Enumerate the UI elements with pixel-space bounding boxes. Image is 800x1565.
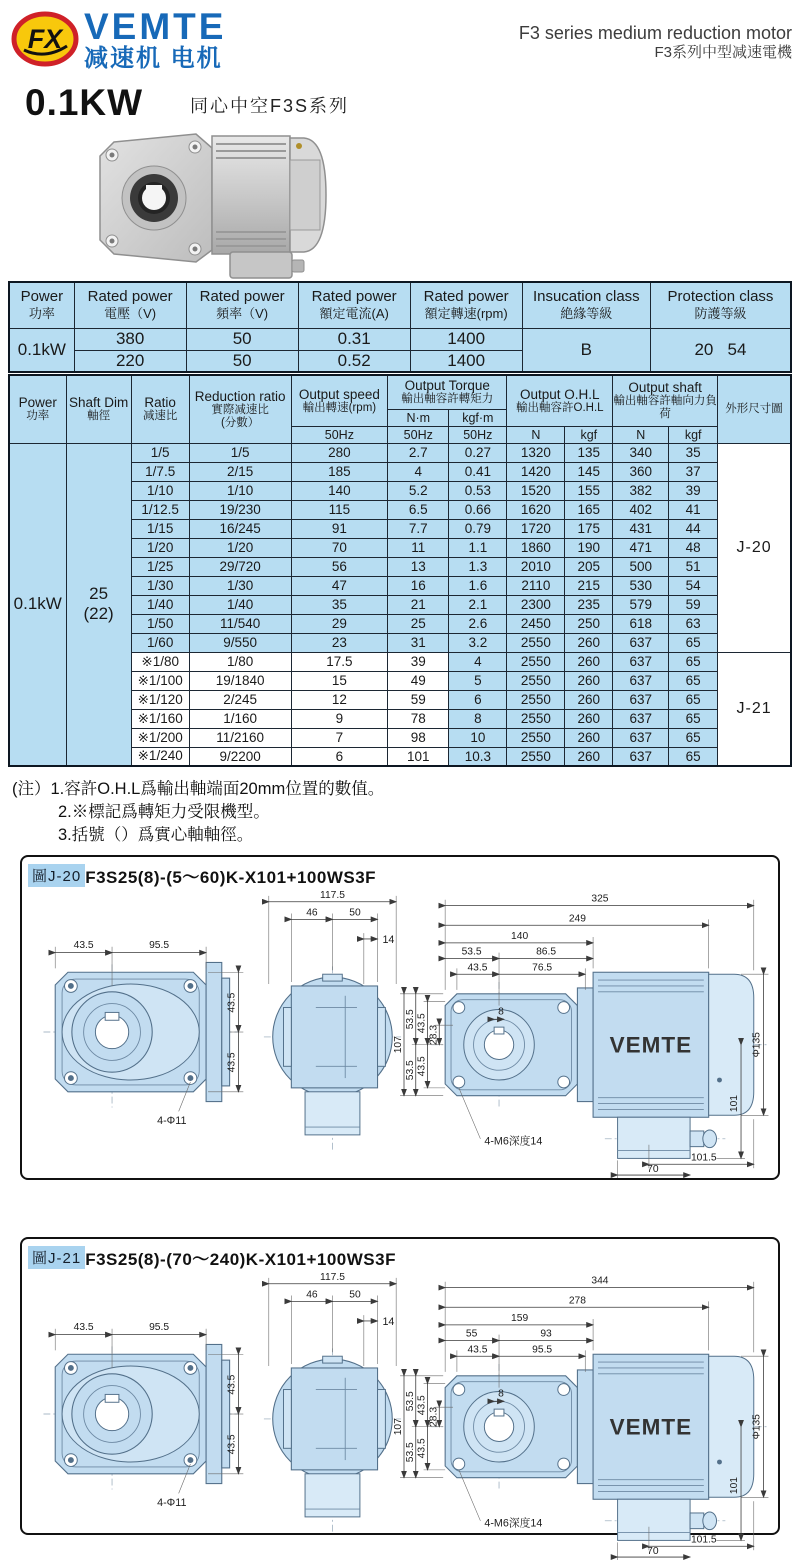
spec-cell: 1/20 xyxy=(189,538,291,557)
spec-power-cell: 0.1kW xyxy=(9,443,66,766)
spec-cell: 1860 xyxy=(507,538,565,557)
svg-text:117.5: 117.5 xyxy=(320,889,345,901)
spec-cell: 78 xyxy=(388,709,449,728)
side-view xyxy=(264,1272,401,1533)
spec-cell: 21 xyxy=(388,595,449,614)
spec-cell: 431 xyxy=(613,519,669,538)
note-line: (注）1.容許O.H.L爲輸出軸端面20mm位置的數值。 xyxy=(12,780,385,798)
col-power: Power 功率 xyxy=(9,282,74,328)
front-view xyxy=(43,940,243,1127)
svg-text:14: 14 xyxy=(382,933,395,946)
spec-cell: 2550 xyxy=(507,747,565,766)
spec-cell: 7 xyxy=(291,728,388,747)
spec-cell: 16 xyxy=(388,576,449,595)
ohl-n-header: N xyxy=(507,426,565,443)
svg-text:95.5: 95.5 xyxy=(149,939,170,951)
spec-cell: 235 xyxy=(565,595,613,614)
svg-text:76.5: 76.5 xyxy=(532,962,553,974)
svg-text:43.5: 43.5 xyxy=(467,962,488,974)
svg-text:43.5: 43.5 xyxy=(416,1395,428,1416)
spec-cell: 1320 xyxy=(507,443,565,462)
spec-cell: 135 xyxy=(565,443,613,462)
voltage-value: 380 xyxy=(74,328,186,350)
spec-cell: 19/1840 xyxy=(189,671,291,690)
spec-cell: 260 xyxy=(565,747,613,766)
ratio-cell: ※1/160 xyxy=(131,709,189,728)
spec-cell: 59 xyxy=(388,690,449,709)
svg-text:4-M6深度14: 4-M6深度14 xyxy=(484,1135,543,1148)
spec-cell: 9/2200 xyxy=(189,747,291,766)
svg-text:325: 325 xyxy=(591,893,609,905)
spec-cell: 4 xyxy=(449,652,507,671)
svg-text:8: 8 xyxy=(498,1388,504,1400)
insulation-class: B xyxy=(522,328,650,372)
ratio-cell: 1/25 xyxy=(131,557,189,576)
spec-cell: 39 xyxy=(388,652,449,671)
ratio-cell: ※1/200 xyxy=(131,728,189,747)
spec-cell: 2300 xyxy=(507,595,565,614)
spec-cell: 637 xyxy=(613,652,669,671)
spec-cell: 101 xyxy=(388,747,449,766)
spec-cell: 6 xyxy=(291,747,388,766)
ratio-cell: 1/40 xyxy=(131,595,189,614)
spec-cell: 65 xyxy=(669,728,718,747)
svg-text:53.5: 53.5 xyxy=(404,1391,416,1412)
spec-cell: 175 xyxy=(565,519,613,538)
svg-text:43.5: 43.5 xyxy=(226,1434,238,1455)
spec-cell: 5 xyxy=(449,671,507,690)
spec-cell: 1/5 xyxy=(189,443,291,462)
col-ratio: Ratio 减速比 xyxy=(131,375,189,443)
spec-cell: 9/550 xyxy=(189,633,291,652)
spec-cell: 29 xyxy=(291,614,388,633)
spec-cell: 56 xyxy=(291,557,388,576)
col-current: Rated power 額定電流(A) xyxy=(298,282,410,328)
svg-text:344: 344 xyxy=(591,1275,609,1287)
svg-text:53.5: 53.5 xyxy=(404,1009,416,1030)
spec-cell: 579 xyxy=(613,595,669,614)
spec-cell: 1.1 xyxy=(449,538,507,557)
spec-cell: 0.41 xyxy=(449,462,507,481)
ratio-cell: ※1/100 xyxy=(131,671,189,690)
spec-cell: 51 xyxy=(669,557,718,576)
spec-cell: 637 xyxy=(613,747,669,766)
svg-text:4-Φ11: 4-Φ11 xyxy=(157,1115,187,1128)
torque-nm-header: N·m xyxy=(388,409,449,426)
svg-text:278: 278 xyxy=(568,1295,586,1307)
motor-brand-label: VEMTE xyxy=(609,1032,693,1058)
spec-cell: 47 xyxy=(291,576,388,595)
spec-cell: 8 xyxy=(449,709,507,728)
figure-title xyxy=(28,1244,775,1270)
spec-cell: 1/40 xyxy=(189,595,291,614)
spec-cell: 402 xyxy=(613,500,669,519)
note-line: 3.括號（）爲實心軸軸徑。 xyxy=(58,826,254,844)
motor-brand-label: VEMTE xyxy=(609,1414,693,1440)
frequency-value: 50 xyxy=(186,328,298,350)
spec-cell: 4 xyxy=(388,462,449,481)
spec-header-row xyxy=(9,375,791,409)
spec-cell: 9 xyxy=(291,709,388,728)
axial-kgf-header: kgf xyxy=(669,426,718,443)
col-protection: Protection class 防護等級 xyxy=(650,282,791,328)
spec-cell: 10.3 xyxy=(449,747,507,766)
svg-text:43.5: 43.5 xyxy=(226,1052,238,1073)
power-table-header-row xyxy=(9,282,791,328)
brand-logo-icon xyxy=(10,10,80,68)
spec-cell: 29/720 xyxy=(189,557,291,576)
spec-cell: 31 xyxy=(388,633,449,652)
svg-text:43.5: 43.5 xyxy=(73,939,94,951)
svg-text:Φ135: Φ135 xyxy=(751,1414,763,1440)
svg-text:43.5: 43.5 xyxy=(416,1013,428,1034)
spec-cell: 250 xyxy=(565,614,613,633)
brand-subtitle: 减速机 电机 xyxy=(84,45,223,72)
col-insulation: Insucation class 絶緣等級 xyxy=(522,282,650,328)
power-value: 0.1kW xyxy=(9,328,74,372)
col-speed: Rated power 額定轉速(rpm) xyxy=(410,282,522,328)
svg-text:107: 107 xyxy=(393,1418,405,1436)
spec-cell: 16/245 xyxy=(189,519,291,538)
spec-cell: 637 xyxy=(613,690,669,709)
svg-text:50: 50 xyxy=(349,1289,361,1301)
spec-cell: 618 xyxy=(613,614,669,633)
spec-cell: 260 xyxy=(565,671,613,690)
spec-cell: 65 xyxy=(669,747,718,766)
spec-cell: 530 xyxy=(613,576,669,595)
spec-cell: 382 xyxy=(613,481,669,500)
spec-cell: 0.79 xyxy=(449,519,507,538)
svg-text:101: 101 xyxy=(729,1476,741,1495)
svg-text:53.5: 53.5 xyxy=(404,1442,416,1463)
svg-text:53.5: 53.5 xyxy=(404,1060,416,1081)
spec-cell: 2550 xyxy=(507,690,565,709)
col-voltage: Rated power 電壓（V) xyxy=(74,282,186,328)
spec-cell: 13 xyxy=(388,557,449,576)
figure-title xyxy=(28,862,775,888)
note-line: 2.※標記爲轉矩力受限機型。 xyxy=(58,803,270,821)
product-series-label: 同心中空F3S系列 xyxy=(190,96,350,116)
spec-cell: 15 xyxy=(291,671,388,690)
spec-cell: 11 xyxy=(388,538,449,557)
assembly-view xyxy=(393,1276,768,1560)
ratio-cell: 1/20 xyxy=(131,538,189,557)
col-frequency: Rated power 頻率（V) xyxy=(186,282,298,328)
footnotes xyxy=(12,778,384,847)
spec-cell: 25 xyxy=(388,614,449,633)
spec-cell: 41 xyxy=(669,500,718,519)
spec-cell: 11/540 xyxy=(189,614,291,633)
ratio-cell: ※1/240 xyxy=(131,747,189,766)
spec-cell: 65 xyxy=(669,652,718,671)
spec-cell: 2.6 xyxy=(449,614,507,633)
spec-cell: 260 xyxy=(565,633,613,652)
spec-cell: 2450 xyxy=(507,614,565,633)
svg-text:140: 140 xyxy=(511,930,529,942)
figure-tag: 圖J-20 xyxy=(28,864,85,887)
svg-text:101: 101 xyxy=(729,1094,741,1113)
spec-cell: 215 xyxy=(565,576,613,595)
protection-class: 20 54 xyxy=(650,328,791,372)
spec-cell: 5.2 xyxy=(388,481,449,500)
spec-cell: 205 xyxy=(565,557,613,576)
spec-cell: 48 xyxy=(669,538,718,557)
spec-cell: 35 xyxy=(291,595,388,614)
spec-cell: 260 xyxy=(565,709,613,728)
spec-cell: 471 xyxy=(613,538,669,557)
power-table xyxy=(8,281,792,373)
spec-cell: 70 xyxy=(291,538,388,557)
spec-cell: 190 xyxy=(565,538,613,557)
assembly-view xyxy=(393,894,768,1178)
svg-text:43.5: 43.5 xyxy=(226,1374,238,1395)
series-title xyxy=(519,22,792,62)
spec-cell: 260 xyxy=(565,652,613,671)
current-value: 0.52 xyxy=(298,350,410,372)
spec-cell: 1/160 xyxy=(189,709,291,728)
svg-text:4-M6深度14: 4-M6深度14 xyxy=(484,1517,543,1530)
figure-model-code: F3S25(8)-(70～240)K-X101+100WS3F xyxy=(85,1249,396,1269)
spec-cell: 260 xyxy=(565,690,613,709)
spec-cell: 140 xyxy=(291,481,388,500)
voltage-value: 220 xyxy=(74,350,186,372)
spec-cell: 49 xyxy=(388,671,449,690)
front-view xyxy=(43,1322,243,1509)
spec-cell: 0.27 xyxy=(449,443,507,462)
spec-cell: 360 xyxy=(613,462,669,481)
spec-cell: 1/30 xyxy=(189,576,291,595)
spec-cell: 2550 xyxy=(507,709,565,728)
spec-cell: 155 xyxy=(565,481,613,500)
spec-cell: 1720 xyxy=(507,519,565,538)
figure-ref-cell: J-21 xyxy=(718,652,791,766)
spec-cell: 2/15 xyxy=(189,462,291,481)
col-power: Power 功率 xyxy=(9,375,66,443)
spec-cell: 1.3 xyxy=(449,557,507,576)
spec-cell: 23 xyxy=(291,633,388,652)
spec-cell: 3.2 xyxy=(449,633,507,652)
spec-cell: 65 xyxy=(669,633,718,652)
spec-cell: 637 xyxy=(613,709,669,728)
col-output-ohl: Output O.H.L 輸出軸容許O.H.L xyxy=(507,375,613,426)
svg-text:95.5: 95.5 xyxy=(532,1344,553,1356)
spec-cell: 2/245 xyxy=(189,690,291,709)
spec-cell: 7.7 xyxy=(388,519,449,538)
spec-cell: 2550 xyxy=(507,728,565,747)
spec-cell: 260 xyxy=(565,728,613,747)
ohl-kgf-header: kgf xyxy=(565,426,613,443)
svg-text:86.5: 86.5 xyxy=(536,946,557,958)
col-output-shaft: Output shaft 輸出軸容許軸向力負荷 xyxy=(613,375,718,426)
spec-cell: 637 xyxy=(613,728,669,747)
spec-cell: 1/80 xyxy=(189,652,291,671)
spec-cell: 2550 xyxy=(507,633,565,652)
axial-n-header: N xyxy=(613,426,669,443)
spec-cell: 2.1 xyxy=(449,595,507,614)
spec-cell: 2010 xyxy=(507,557,565,576)
svg-text:117.5: 117.5 xyxy=(320,1271,345,1283)
ratio-cell: 1/7.5 xyxy=(131,462,189,481)
brand-name: VEMTE xyxy=(84,6,227,47)
ratio-cell: 1/60 xyxy=(131,633,189,652)
spec-cell: 1420 xyxy=(507,462,565,481)
torque-hz-header: 50Hz xyxy=(388,426,449,443)
current-value: 0.31 xyxy=(298,328,410,350)
spec-cell: 91 xyxy=(291,519,388,538)
svg-text:53.5: 53.5 xyxy=(461,946,482,958)
figure-tag: 圖J-21 xyxy=(28,1246,85,1269)
spec-cell: 65 xyxy=(669,671,718,690)
col-output-torque: Output Torque 輸出軸容許轉矩力 xyxy=(388,375,507,409)
spec-cell: 185 xyxy=(291,462,388,481)
ratio-cell: 1/12.5 xyxy=(131,500,189,519)
spec-cell: 340 xyxy=(613,443,669,462)
spec-cell: 2.7 xyxy=(388,443,449,462)
spec-cell: 63 xyxy=(669,614,718,633)
spec-cell: 54 xyxy=(669,576,718,595)
svg-text:107: 107 xyxy=(393,1036,405,1054)
figure-ref-cell: J-20 xyxy=(718,443,791,652)
ratio-cell: ※1/80 xyxy=(131,652,189,671)
svg-text:70: 70 xyxy=(647,1164,659,1176)
spec-table xyxy=(8,374,792,767)
col-reduction-ratio: Reduction ratio 實際减速比 (分數） xyxy=(189,375,291,443)
speed-value: 1400 xyxy=(410,350,522,372)
spec-cell: 1/10 xyxy=(189,481,291,500)
col-output-speed: Output speed 輸出轉速(rpm) xyxy=(291,375,388,426)
spec-cell: 39 xyxy=(669,481,718,500)
svg-text:28.3: 28.3 xyxy=(428,1024,440,1045)
svg-text:50: 50 xyxy=(349,907,361,919)
spec-cell: 37 xyxy=(669,462,718,481)
svg-text:95.5: 95.5 xyxy=(149,1321,170,1333)
spec-cell: 10 xyxy=(449,728,507,747)
spec-shaft-dim-cell: 25 (22) xyxy=(66,443,131,766)
spec-cell: 1.6 xyxy=(449,576,507,595)
ratio-cell: 1/30 xyxy=(131,576,189,595)
logo-mark-text: FX xyxy=(27,24,63,54)
svg-text:43.5: 43.5 xyxy=(226,992,238,1013)
dimension-drawing xyxy=(28,1270,780,1565)
spec-cell: 637 xyxy=(613,633,669,652)
svg-text:14: 14 xyxy=(382,1315,395,1328)
ratio-cell: ※1/120 xyxy=(131,690,189,709)
dimension-drawing xyxy=(28,888,780,1183)
svg-text:55: 55 xyxy=(465,1328,478,1340)
frequency-value: 50 xyxy=(186,350,298,372)
spec-cell: 6 xyxy=(449,690,507,709)
product-title-row xyxy=(25,82,585,126)
spec-cell: 0.53 xyxy=(449,481,507,500)
brand-block xyxy=(84,8,226,72)
svg-text:46: 46 xyxy=(306,1289,318,1301)
spec-cell: 1520 xyxy=(507,481,565,500)
svg-text:43.5: 43.5 xyxy=(467,1344,488,1356)
spec-cell: 165 xyxy=(565,500,613,519)
spec-cell: 145 xyxy=(565,462,613,481)
svg-text:159: 159 xyxy=(511,1312,529,1324)
svg-text:4-Φ11: 4-Φ11 xyxy=(157,1497,187,1510)
ratio-cell: 1/5 xyxy=(131,443,189,462)
figure-box-j20 xyxy=(20,855,780,1180)
svg-text:101.5: 101.5 xyxy=(690,1534,717,1546)
col-shaft-dim: Shaft Dim 軸徑 xyxy=(66,375,131,443)
power-rating-title: 0.1KW xyxy=(25,82,144,123)
svg-text:93: 93 xyxy=(540,1328,552,1340)
product-photo xyxy=(92,130,332,280)
page-header xyxy=(8,8,792,80)
svg-text:70: 70 xyxy=(647,1546,659,1558)
ratio-cell: 1/50 xyxy=(131,614,189,633)
torque-kgfm-header: kgf·m xyxy=(449,409,507,426)
svg-text:249: 249 xyxy=(568,913,586,925)
svg-text:43.5: 43.5 xyxy=(416,1056,428,1077)
spec-cell: 65 xyxy=(669,690,718,709)
svg-text:Φ135: Φ135 xyxy=(751,1032,763,1058)
svg-text:101.5: 101.5 xyxy=(690,1152,717,1164)
spec-cell: 280 xyxy=(291,443,388,462)
spec-cell: 637 xyxy=(613,671,669,690)
spec-cell: 44 xyxy=(669,519,718,538)
speed-hz-header: 50Hz xyxy=(291,426,388,443)
col-dimension-figure: 外形尺寸圖 xyxy=(718,375,791,443)
figure-model-code: F3S25(8)-(5～60)K-X101+100WS3F xyxy=(85,867,377,887)
spec-cell: 98 xyxy=(388,728,449,747)
spec-cell: 19/230 xyxy=(189,500,291,519)
ratio-cell: 1/10 xyxy=(131,481,189,500)
series-title-zh: F3系列中型减速電機 xyxy=(654,44,792,61)
spec-cell: 0.66 xyxy=(449,500,507,519)
spec-cell: 2550 xyxy=(507,652,565,671)
power-table-row xyxy=(9,328,791,350)
spec-cell: 65 xyxy=(669,709,718,728)
ratio-cell: 1/15 xyxy=(131,519,189,538)
spec-cell: 35 xyxy=(669,443,718,462)
svg-text:43.5: 43.5 xyxy=(73,1321,94,1333)
spec-cell: 6.5 xyxy=(388,500,449,519)
spec-cell: 17.5 xyxy=(291,652,388,671)
torque-hz-header: 50Hz xyxy=(449,426,507,443)
series-title-en: F3 series medium reduction motor xyxy=(518,23,792,43)
spec-cell: 115 xyxy=(291,500,388,519)
spec-cell: 12 xyxy=(291,690,388,709)
figure-box-j21 xyxy=(20,1237,780,1558)
svg-text:43.5: 43.5 xyxy=(416,1438,428,1459)
svg-text:28.3: 28.3 xyxy=(428,1406,440,1427)
spec-cell: 11/2160 xyxy=(189,728,291,747)
spec-cell: 2550 xyxy=(507,671,565,690)
side-view xyxy=(264,890,401,1151)
spec-row xyxy=(9,443,791,462)
spec-cell: 59 xyxy=(669,595,718,614)
spec-cell: 2110 xyxy=(507,576,565,595)
svg-text:8: 8 xyxy=(498,1006,504,1018)
spec-cell: 1620 xyxy=(507,500,565,519)
svg-text:46: 46 xyxy=(306,907,318,919)
spec-cell: 500 xyxy=(613,557,669,576)
speed-value: 1400 xyxy=(410,328,522,350)
